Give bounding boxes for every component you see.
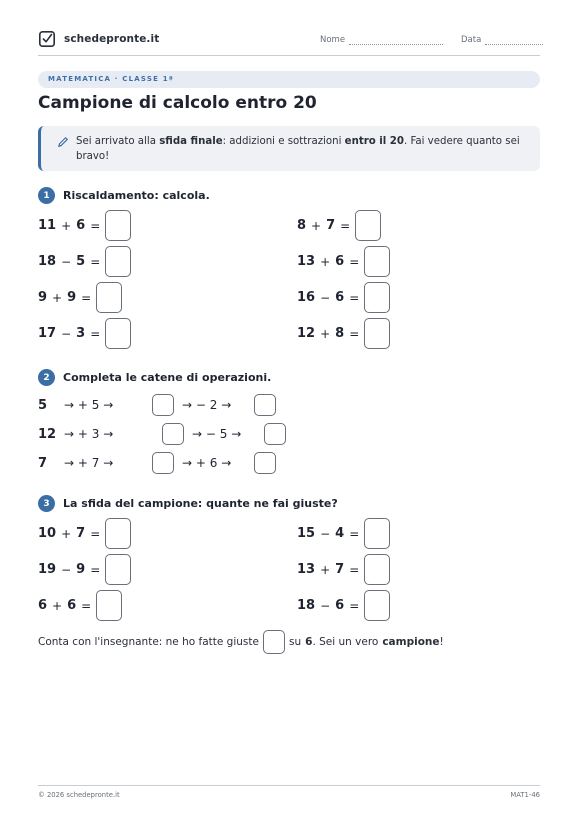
chain-box[interactable] xyxy=(264,423,286,445)
exercise-1-8: 12 + 8 = xyxy=(297,318,390,349)
exercise-1-4: 13 + 6 = xyxy=(297,246,390,277)
intro-callout xyxy=(38,126,540,171)
operation-chain-1: 5 → + 5 → → − 2 → xyxy=(38,394,276,416)
exercise-3-6: 18 − 6 = xyxy=(297,590,390,621)
section-1-header xyxy=(38,187,210,204)
chain-box[interactable] xyxy=(254,394,276,416)
answer-box[interactable] xyxy=(105,318,131,349)
answer-box[interactable] xyxy=(105,246,131,277)
section-3-header xyxy=(38,495,338,512)
answer-box[interactable] xyxy=(364,518,390,549)
exercise-3-5: 6 + 6 = xyxy=(38,590,122,621)
page-title: Campione di calcolo entro 20 xyxy=(38,93,317,113)
section-title: Riscaldamento: calcola. xyxy=(63,189,210,202)
exercise-3-2: 15 − 4 = xyxy=(297,518,390,549)
page-header xyxy=(38,30,540,56)
exercise-1-3: 18 − 5 = xyxy=(38,246,131,277)
answer-box[interactable] xyxy=(355,210,381,241)
answer-box[interactable] xyxy=(96,282,122,313)
score-line: Conta con l'insegnante: ne ho fatte giuste su 6 . Sei un vero campione ! xyxy=(38,630,444,654)
brand-name: schedepronte.it xyxy=(64,33,160,45)
chain-box[interactable] xyxy=(254,452,276,474)
exercise-1-5: 9 + 9 = xyxy=(38,282,122,313)
section-number: 1 xyxy=(38,187,55,204)
sheet-code: MAT1-46 xyxy=(510,791,540,799)
exercise-1-6: 16 − 6 = xyxy=(297,282,390,313)
page-footer xyxy=(38,785,540,799)
exercise-1-2: 8 + 7 = xyxy=(297,210,381,241)
section-title: La sfida del campione: quante ne fai giuste? xyxy=(63,497,338,510)
exercise-3-1: 10 + 7 = xyxy=(38,518,131,549)
answer-box[interactable] xyxy=(364,554,390,585)
chain-box[interactable] xyxy=(162,423,184,445)
operation-chain-3: 7 → + 7 → → + 6 → xyxy=(38,452,276,474)
score-box[interactable] xyxy=(263,630,285,654)
exercise-1-7: 17 − 3 = xyxy=(38,318,131,349)
name-label: Nome xyxy=(320,35,346,45)
date-label: Data xyxy=(461,35,482,45)
date-field[interactable] xyxy=(461,35,543,45)
section-title: Completa le catene di operazioni. xyxy=(63,371,272,384)
name-field[interactable] xyxy=(320,35,443,45)
subject-tag: MATEMATICA · CLASSE 1ª xyxy=(38,71,540,88)
answer-box[interactable] xyxy=(364,282,390,313)
answer-box[interactable] xyxy=(105,554,131,585)
answer-box[interactable] xyxy=(96,590,122,621)
exercise-3-3: 19 − 9 = xyxy=(38,554,131,585)
check-document-icon xyxy=(38,30,56,48)
answer-box[interactable] xyxy=(105,210,131,241)
brand-logo xyxy=(38,30,159,48)
chain-box[interactable] xyxy=(152,394,174,416)
answer-box[interactable] xyxy=(364,318,390,349)
chain-box[interactable] xyxy=(152,452,174,474)
copyright-text: © 2026 schedepronte.it xyxy=(38,791,120,799)
date-line[interactable] xyxy=(485,37,543,45)
exercise-3-4: 13 + 7 = xyxy=(297,554,390,585)
pencil-icon xyxy=(57,136,69,148)
answer-box[interactable] xyxy=(105,518,131,549)
operation-chain-2: 12 → + 3 → → − 5 → xyxy=(38,423,286,445)
section-number: 3 xyxy=(38,495,55,512)
answer-box[interactable] xyxy=(364,246,390,277)
intro-text: Sei arrivato alla sfida finale: addizioni e sottrazioni entro il 20. Fai vedere quanto sei bravo! xyxy=(76,136,520,162)
section-2-header xyxy=(38,369,271,386)
section-number: 2 xyxy=(38,369,55,386)
name-line[interactable] xyxy=(349,37,443,45)
answer-box[interactable] xyxy=(364,590,390,621)
exercise-1-1: 11 + 6 = xyxy=(38,210,131,241)
